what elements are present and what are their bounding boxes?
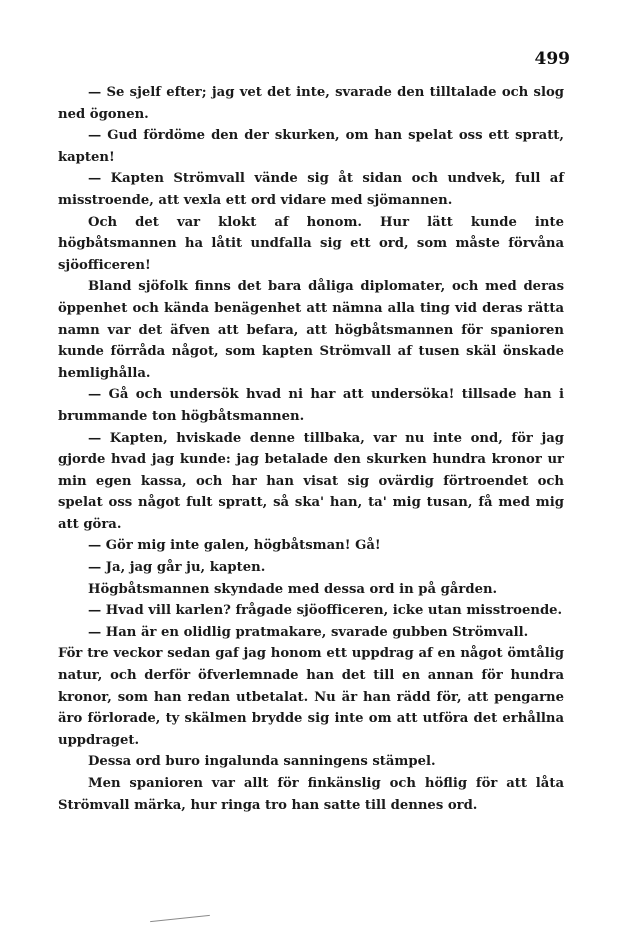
paragraph: För tre veckor sedan gaf jag honom ett uppdrag af en något ömtålig natur, och derför öfverlemnade han det till en annan för hundra kronor, som han redan utbetalat. Nu är han rädd för, att pengarne äro förlorade, ty skälmen brydde sig inte om att utföra det erhållna uppdraget.	[58, 646, 564, 748]
paragraph: Dessa ord buro ingalunda sanningens stämpel.	[88, 754, 436, 770]
paragraph: — Ja, jag går ju, kapten.	[88, 560, 266, 576]
page-number: 499	[534, 49, 570, 69]
paragraph: — Kapten Strömvall vände sig åt sidan och undvek, full af misstroende, att vexla ett ord vidare med sjömannen.	[58, 171, 564, 208]
paragraph: Högbåtsmannen skyndade med dessa ord in på gården.	[88, 581, 498, 597]
paragraph: Och det var klokt af honom. Hur lätt kunde inte högbåtsmannen ha låtit undfalla sig ett ord, som måste förvåna sjöofficeren!	[58, 214, 564, 273]
footer-rule-divider	[150, 915, 210, 922]
paragraph: — Han är en olidlig pratmakare, svarade gubben Strömvall.	[88, 624, 529, 640]
paragraph: — Gå och undersök hvad ni har att undersöka! tillsade han i brummande ton högbåtsmannen.	[58, 387, 564, 424]
paragraph: Men spanioren var allt för finkänslig och höflig för att låta Strömvall märka, hur ringa tro han satte till dennes ord.	[58, 776, 564, 813]
paragraph: — Hvad vill karlen? frågade sjöofficeren, icke utan misstroende.	[88, 603, 563, 619]
paragraph: — Gör mig inte galen, högbåtsman! Gå!	[88, 538, 381, 554]
paragraph: Bland sjöfolk finns det bara dåliga diplomater, och med deras öppenhet och kända benägenhet att nämna alla ting vid deras rätta namn var det äfven att befara, att högbåtsmannen för spanioren kunde förråda något, som kapten Strömvall af tusen skäl önskade hemlighålla.	[58, 279, 564, 381]
paragraph: — Kapten, hviskade denne tillbaka, var nu inte ond, för jag gjorde hvad jag kunde: jag betalade den skurken hundra kronor ur min egen kassa, och har han visat sig ovärdig förtroendet och spelat oss något fult spratt, så ska' han, ta' mig tusan, få med mig att göra.	[58, 430, 564, 532]
paragraph: — Gud fördöme den der skurken, om han spelat oss ett spratt, kapten!	[58, 128, 564, 165]
body-text	[58, 82, 564, 816]
paragraph: — Se sjelf efter; jag vet det inte, svarade den tilltalade och slog ned ögonen.	[58, 85, 564, 122]
